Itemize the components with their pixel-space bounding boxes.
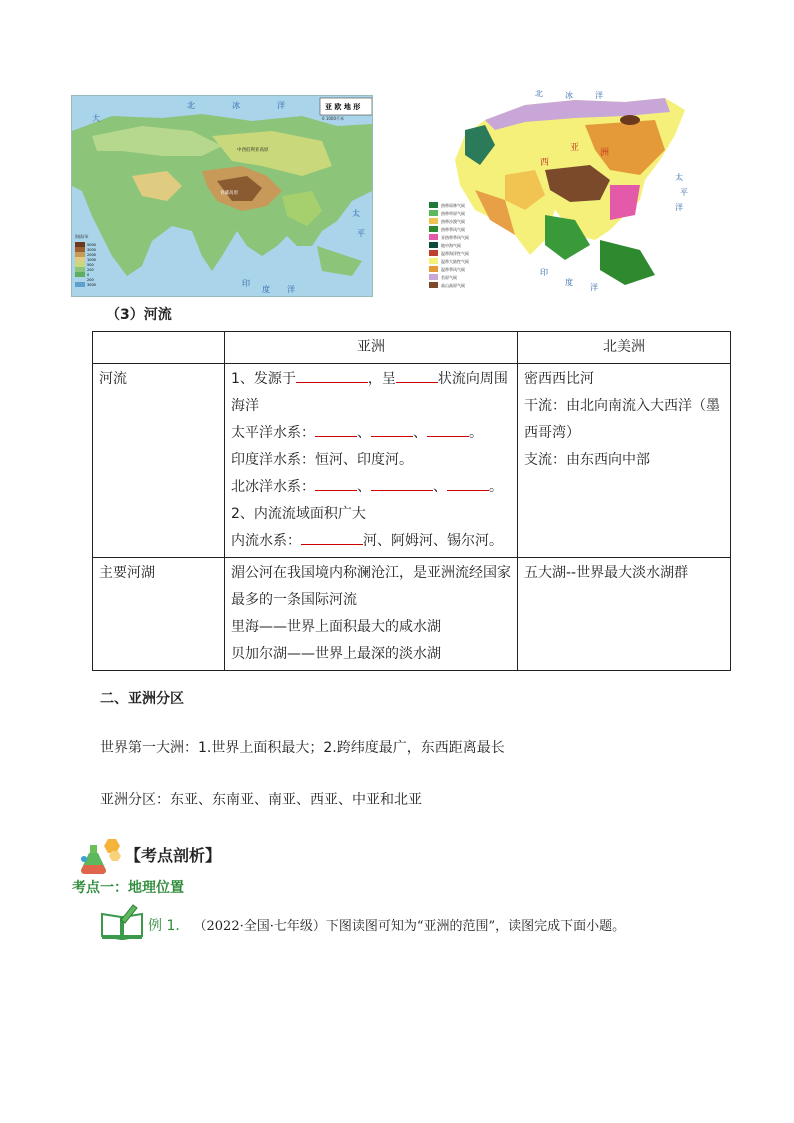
svg-text:印: 印: [540, 268, 548, 277]
paragraph-regions: 亚洲分区：东亚、东南亚、南亚、西亚、中亚和北亚: [100, 792, 422, 808]
svg-text:冰: 冰: [232, 101, 240, 110]
na-rivers-cell: 密西西比河 干流：由北向南流入大西洋（墨西哥湾） 支流：由东西向中部: [518, 364, 731, 558]
svg-text:平: 平: [357, 229, 365, 238]
plateau-label: 中西伯利亚高原: [237, 148, 269, 153]
svg-text:北: 北: [187, 101, 195, 110]
blank-pattern[interactable]: [396, 368, 438, 383]
table-row: [93, 364, 731, 558]
example-text: （2022·全国·七年级）下图读图可知为“亚洲的范围”，读图完成下面小题。: [193, 919, 626, 934]
paragraph-largest-continent: 世界第一大洲：1.世界上面积最大；2.跨纬度最广，东西距离最长: [100, 740, 505, 756]
blank-pacific-2[interactable]: [371, 422, 413, 437]
asia-rivers-cell: 1、发源于 ，呈 状流向周围 海洋 太平洋水系： 、 、 。 印度洋水系：恒河、印度河。 北冰洋水系： 、 、 。 2、内流流域面积广大 内流水系： 河、阿姆河、锡尔河。: [225, 364, 518, 558]
blank-pacific-3[interactable]: [427, 422, 469, 437]
svg-text:北: 北: [535, 90, 543, 98]
svg-text:太: 太: [675, 173, 683, 182]
svg-text:印: 印: [242, 279, 250, 288]
svg-text:亚热带季风气候: 亚热带季风气候: [441, 235, 469, 240]
svg-text:0: 0: [87, 273, 90, 277]
river-heading: （3）河流: [106, 307, 172, 323]
svg-text:3000: 3000: [87, 248, 96, 252]
rivers-table: [92, 331, 731, 671]
map-title: 亚 欧 地 形: [325, 103, 361, 111]
svg-text:海拔/米: 海拔/米: [75, 234, 89, 239]
svg-text:洋: 洋: [675, 203, 683, 212]
point-heading: 考点一：地理位置: [72, 880, 184, 896]
svg-text:200: 200: [87, 278, 94, 282]
asia-climate-map: [425, 90, 700, 295]
flask-icon: [78, 835, 124, 875]
svg-text:洋: 洋: [595, 91, 603, 100]
svg-text:热带季风气候: 热带季风气候: [441, 227, 465, 232]
svg-text:温带大陆性气候: 温带大陆性气候: [441, 259, 469, 264]
blank-arctic-1[interactable]: [315, 476, 357, 491]
svg-text:平: 平: [680, 188, 688, 197]
svg-text:热带沙漠气候: 热带沙漠气候: [441, 219, 465, 224]
header-north-america: 北美洲: [518, 332, 731, 364]
svg-text:2000: 2000: [87, 253, 96, 257]
svg-text:西: 西: [540, 158, 550, 168]
asia-europe-terrain-map: [71, 95, 373, 297]
svg-text:500: 500: [87, 263, 94, 267]
svg-text:5000: 5000: [87, 243, 96, 247]
svg-text:温带季风气候: 温带季风气候: [441, 267, 465, 272]
svg-text:洋: 洋: [287, 285, 295, 294]
tibet-label: 青藏高原: [220, 191, 238, 196]
svg-text:度: 度: [262, 285, 270, 294]
table-row: [93, 558, 731, 671]
blank-inland[interactable]: [301, 530, 363, 545]
svg-text:冰: 冰: [565, 91, 573, 100]
svg-text:度: 度: [565, 278, 573, 287]
svg-text:洲: 洲: [600, 148, 610, 158]
svg-text:热带草原气候: 热带草原气候: [441, 211, 465, 216]
blank-pacific-1[interactable]: [315, 422, 357, 437]
svg-text:太: 太: [352, 209, 360, 218]
svg-text:洋: 洋: [277, 101, 285, 110]
blank-arctic-2[interactable]: [371, 476, 433, 491]
map-scale: 0 1000千米: [322, 116, 344, 121]
book-pencil-icon: [99, 902, 145, 940]
blank-source[interactable]: [296, 368, 368, 383]
svg-text:3000: 3000: [87, 283, 96, 287]
analysis-title: 【考点剖析】: [125, 846, 222, 865]
svg-text:洋: 洋: [590, 283, 598, 292]
svg-text:苔原气候: 苔原气候: [441, 275, 457, 280]
na-lakes-cell: 五大湖--世界最大淡水湖群: [518, 558, 731, 671]
svg-text:热带雨林气候: 热带雨林气候: [441, 203, 465, 208]
svg-text:1000: 1000: [87, 258, 96, 262]
svg-text:大: 大: [92, 114, 100, 123]
svg-text:200: 200: [87, 268, 94, 272]
asia-lakes-cell: 湄公河在我国境内称澜沧江，是亚洲流经国家最多的一条国际河流 里海——世界上面积最大的咸水湖 贝加尔湖——世界上最深的淡水湖: [225, 558, 518, 671]
blank-arctic-3[interactable]: [447, 476, 489, 491]
svg-text:温带海洋性气候: 温带海洋性气候: [441, 251, 469, 256]
svg-text:亚: 亚: [570, 143, 580, 153]
header-empty: [93, 332, 225, 364]
row-label-lakes: 主要河湖: [93, 558, 225, 671]
svg-text:地中海气候: 地中海气候: [441, 243, 461, 248]
header-asia: 亚洲: [225, 332, 518, 364]
section-heading: 二、亚洲分区: [100, 691, 184, 707]
example-question: [148, 915, 625, 935]
table-header-row: [93, 332, 731, 364]
svg-text:高山高原气候: 高山高原气候: [441, 283, 465, 288]
row-label-rivers: 河流: [93, 364, 225, 558]
example-number: 例 1．: [148, 918, 190, 934]
